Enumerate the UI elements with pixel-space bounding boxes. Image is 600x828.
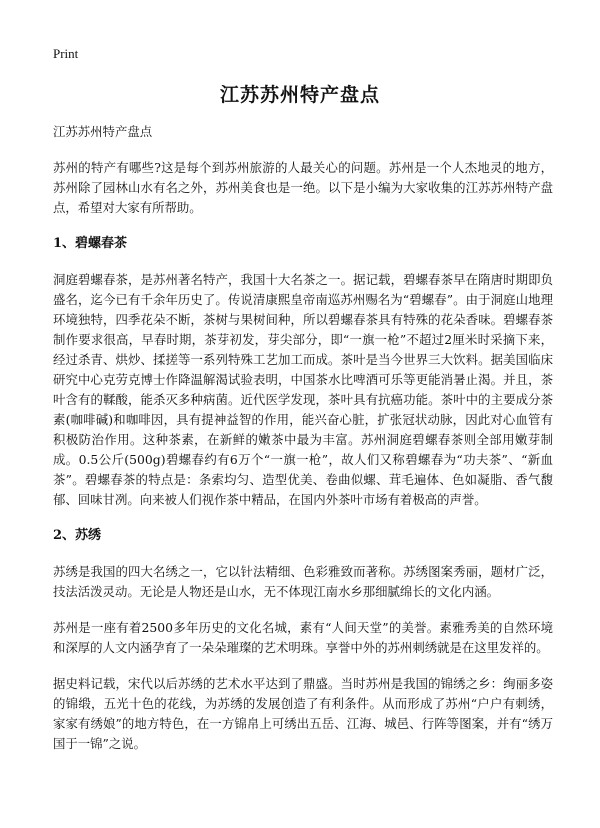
tea-paragraph: 洞庭碧螺春茶，是苏州著名特产，我国十大名茶之一。据记载，碧螺春茶早在隋唐时期即负盛名，迄今已有千余年历史了。传说清康熙皇帝南巡苏州赐名为“碧螺春”。由于洞庭山地理环境独特，四季花朵不断，茶树与果树间种，所以碧螺春茶具有特殊的花朵香味。碧螺春茶制作要求很高，早春时期，茶芽初发，芽尖部分，即“一旗一枪”不超过2厘米时采摘下来，经过杀青、烘炒、揉搓等一系列特殊工艺加工而成。茶叶是当今世界三大饮料。据美国临床研究中心克劳克博士作降温解渴试验表明，中国茶水比啤酒可乐等更能消暑止渴。并且，茶叶含有的鞣酸，能杀灭多种病菌。近代医学发现，茶叶具有抗癌功能。茶叶中的主要成分茶素(咖啡碱)和咖啡因，具有提神益智的作用，能兴奋心脏，扩张冠状动脉，因此对心血管有积极防治作用。这种茶素，在新鲜的嫩茶中最为丰富。苏州洞庭碧螺春茶则全部用嫩芽制成。0.5公斤(500g)碧螺春约有6万个“一旗一枪”，故人们又称碧螺春为“功夫茶”、“新血茶”。碧螺春茶的特点是：条索均匀、造型优美、卷曲似螺、茸毛遍体、色如凝脂、香气馥郁、回味甘冽。向来被人们视作茶中精品，在国内外茶叶市场有着极高的声誉。 [53,272,553,507]
article-subtitle: 江苏苏州特产盘点 [53,124,153,139]
embroidery-paragraph-3: 据史料记载，宋代以后苏绣的艺术水平达到了鼎盛。当时苏州是我国的锦绣之乡：绚丽多姿的锦缎，五光十色的花线，为苏绣的发展创造了有利条件。从而形成了苏州“户户有刺绣，家家有绣娘”的地方特色，在一方锦帛上可绣出五岳、江海、城邑、行阵等图案，并有“绣万国于一锦”之说。 [53,676,553,751]
intro-paragraph: 苏州的特产有哪些?这是每个到苏州旅游的人最关心的问题。苏州是一个人杰地灵的地方，苏州除了园林山水有名之外，苏州美食也是一绝。以下是小编为大家收集的江苏苏州特产盘点，希望对大家有所帮助。 [53,160,553,215]
article-body [53,122,553,770]
section-heading-embroidery: 2、苏绣 [53,528,102,543]
print-link[interactable]: Print [53,46,79,61]
section-heading-tea: 1、碧螺春茶 [53,236,128,251]
embroidery-paragraph-2: 苏州是一座有着2500多年历史的文化名城，素有“人间天堂”的美誉。素雅秀美的自然环境和深厚的人文内涵孕育了一朵朵璀璨的艺术明珠。享誉中外的苏州刺绣就是在这里发祥的。 [53,620,553,655]
embroidery-paragraph-1: 苏绣是我国的四大名绣之一，它以针法精细、色彩雅致而著称。苏绣图案秀丽，题材广泛，技法活泼灵动。无论是人物还是山水，无不体现江南水乡那细腻绵长的文化内涵。 [53,564,553,599]
page-title: 江苏苏州特产盘点 [219,84,380,106]
